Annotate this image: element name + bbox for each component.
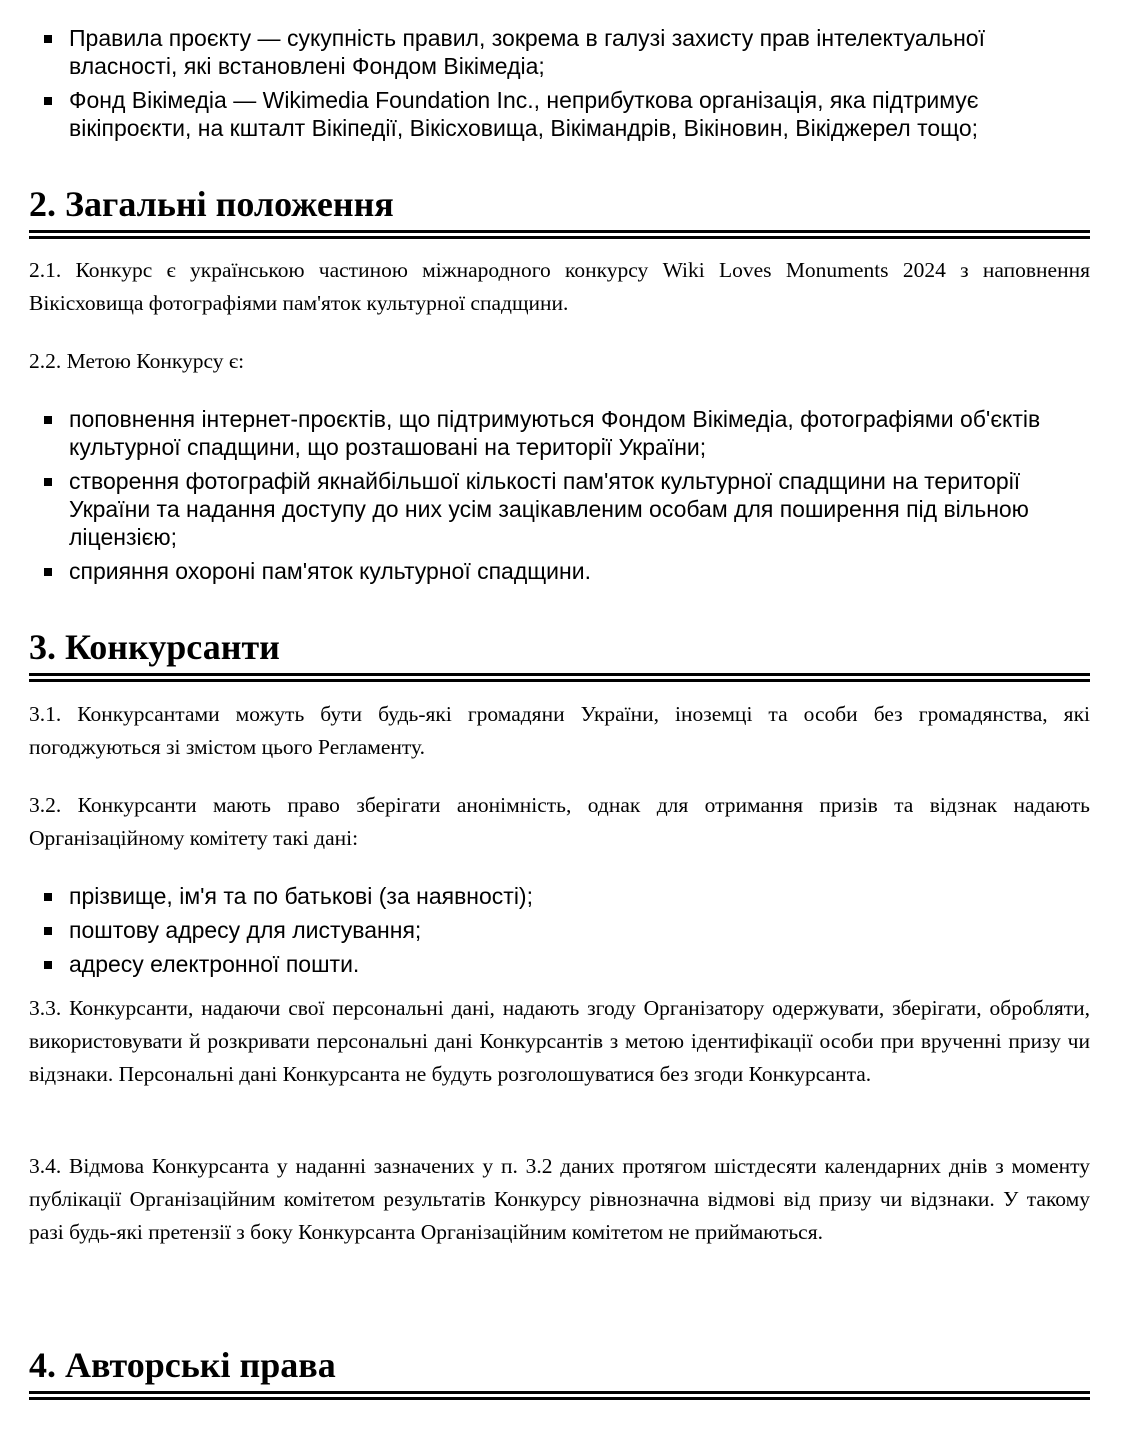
- bullet-icon: [44, 961, 52, 969]
- section-heading: 2. Загальні положення: [29, 184, 394, 224]
- bullet-icon: [44, 893, 52, 901]
- list-item: сприяння охороні пам'яток культурної спадщини.: [29, 557, 1090, 585]
- list-item: прізвище, ім'я та по батькові (за наявності);: [29, 882, 1090, 910]
- section-4-header: [29, 1345, 1090, 1400]
- bullet-icon: [44, 97, 52, 105]
- section-2-header: [29, 184, 1090, 239]
- heading-divider: [29, 1391, 1090, 1400]
- bullet-icon: [44, 568, 52, 576]
- bullet-icon: [44, 927, 52, 935]
- section-heading: 3. Конкурсанти: [29, 627, 280, 667]
- list-item: створення фотографій якнайбільшої кількості пам'яток культурної спадщини на території України та надання доступу до них усім зацікавленим особам для поширення під вільною ліцензією;: [29, 467, 1090, 551]
- paragraph-3-3: 3.3. Конкурсанти, надаючи свої персональні дані, надають згоду Організатору одержувати, зберігати, обробляти, використовувати й розкривати персональні дані Конкурсантів з метою ідентифікації особи при врученні призу чи відзнаки. Персональні дані Конкурсанта не будуть розголошуватися без згоди Конкурсанта.: [29, 996, 1090, 1086]
- list-item: адресу електронної пошти.: [29, 950, 1090, 978]
- bullet-icon: [44, 35, 52, 43]
- goals-list: [29, 405, 1090, 591]
- heading-divider: [29, 673, 1090, 682]
- paragraph-2-1: 2.1. Конкурс є українською частиною міжнародного конкурсу Wiki Loves Monuments 2024 з наповнення Вікісховища фотографіями пам'яток культурної спадщини.: [29, 258, 1090, 315]
- heading-divider: [29, 230, 1090, 239]
- list-item: поповнення інтернет-проєктів, що підтримуються Фондом Вікімедіа, фотографіями об'єктів культурної спадщини, що розташовані на території України;: [29, 405, 1090, 461]
- paragraph-2-2: 2.2. Метою Конкурсу є:: [29, 349, 245, 373]
- paragraph-3-2: 3.2. Конкурсанти мають право зберігати анонімність, однак для отримання призів та відзнак надають Організаційному комітету такі дані:: [29, 793, 1090, 850]
- definitions-list: [29, 24, 1090, 148]
- section-3-header: [29, 627, 1090, 682]
- personal-data-list: [29, 882, 1090, 984]
- list-item: Правила проєкту — сукупність правил, зокрема в галузі захисту прав інтелектуальної власності, які встановлені Фондом Вікімедіа;: [29, 24, 1090, 80]
- list-item: поштову адресу для листування;: [29, 916, 1090, 944]
- paragraph-3-1: 3.1. Конкурсантами можуть бути будь-які громадяни України, іноземці та особи без громадянства, які погоджуються зі змістом цього Регламенту.: [29, 702, 1090, 759]
- bullet-icon: [44, 416, 52, 424]
- paragraph-3-4: 3.4. Відмова Конкурсанта у наданні зазначених у п. 3.2 даних протягом шістдесяти календарних днів з моменту публікації Організаційним комітетом результатів Конкурсу рівнозначна відмові від призу чи відзнаки. У такому разі будь-які претензії з боку Конкурсанта Організаційним комітетом не приймаються.: [29, 1154, 1090, 1244]
- list-item: Фонд Вікімедіа — Wikimedia Foundation Inc., неприбуткова організація, яка підтримує вікіпроєкти, на кшталт Вікіпедії, Вікісховища, Вікімандрів, Вікіновин, Вікіджерел тощо;: [29, 86, 1090, 142]
- bullet-icon: [44, 478, 52, 486]
- section-heading: 4. Авторські права: [29, 1345, 336, 1385]
